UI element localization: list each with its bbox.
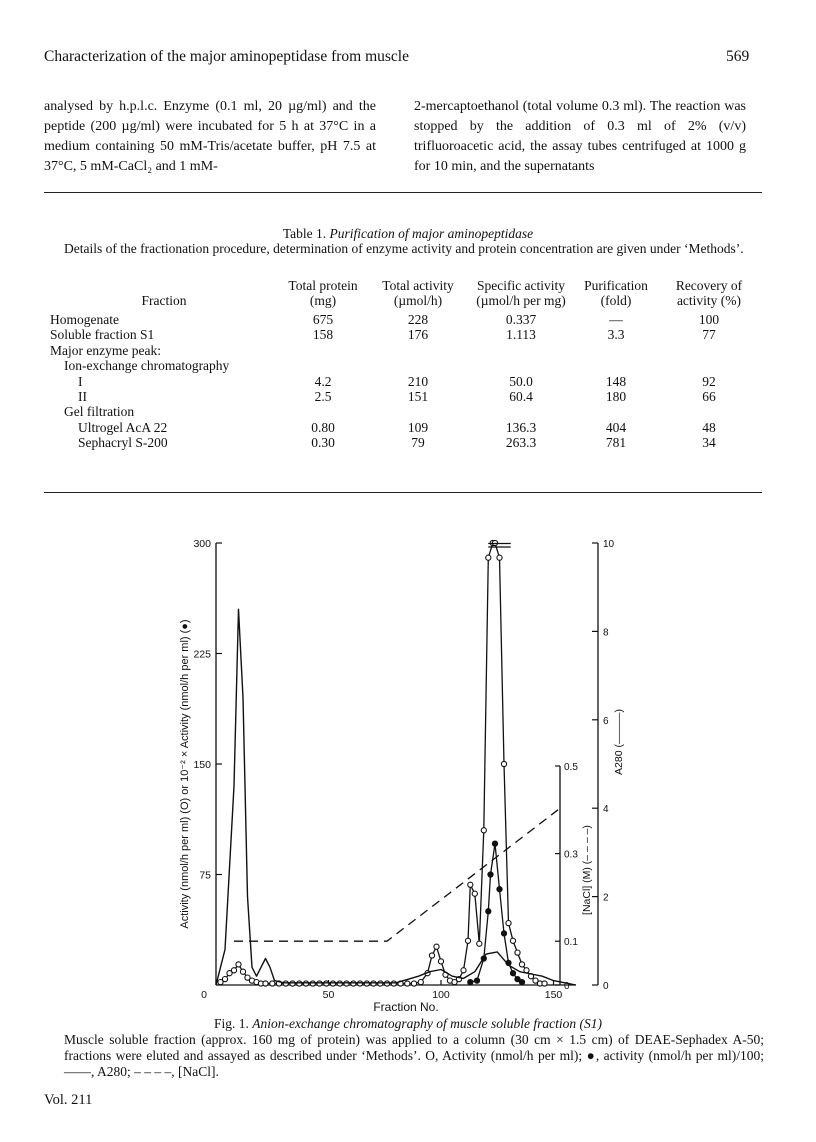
activity-open-point: [405, 981, 410, 986]
table-header-line: Specific activity: [476, 278, 566, 293]
table-cell: 109: [407, 419, 429, 435]
table-cell: 0.337: [505, 312, 537, 327]
activity-filled-point: [497, 887, 502, 892]
table-number: Table 1.: [282, 226, 327, 241]
table-row-label: Ultrogel AcA 22: [78, 419, 168, 435]
activity-filled-line: [470, 844, 522, 983]
table-cell: 180: [605, 389, 627, 405]
table-title: Purification of major aminopeptidase: [329, 226, 534, 241]
table-cell: 176: [407, 327, 429, 343]
table-row-label: Homogenate: [50, 312, 119, 327]
activity-open-point: [429, 953, 434, 958]
table-header-line: (µmol/h): [393, 293, 443, 308]
left-y-tick-label: 225: [193, 648, 211, 661]
table-header-line: Purification: [584, 278, 648, 293]
activity-filled-point: [486, 909, 491, 914]
activity-open-point: [542, 981, 547, 986]
a280-tick-label: 8: [603, 627, 609, 639]
table-note: Details of the fractionation procedure, determination of enzyme activity and protein concentration are given under ‘Methods’.: [64, 241, 744, 256]
nacl-tick-label: 0.5: [564, 762, 578, 773]
table-row-label: I: [78, 373, 83, 389]
activity-open-point: [411, 981, 416, 986]
nacl-tick-label: 0: [564, 981, 570, 992]
activity-filled-point: [510, 971, 515, 976]
activity-open-point: [501, 761, 506, 766]
left-y-axis-label: Activity (nmol/h per ml) (O) or 10⁻² × Activity (nmol/h per ml) (●): [179, 619, 191, 929]
table-cell: 79: [411, 435, 425, 451]
table-cell: —: [609, 312, 623, 327]
a280-axis-label: A280 (———): [613, 709, 625, 775]
left-y-tick-label: 150: [193, 759, 211, 771]
table-cell: 263.3: [505, 435, 537, 451]
figure-legend: Muscle soluble fraction (approx. 160 mg of protein) was applied to a column (30 cm × 1.5 cm) of DEAE-Sephadex A-50; fractions were eluted and assayed as described under ‘Methods’. O, Activity (nmol/h per ml); ●, activity (nmol/h per ml)/100; ——, A280; – – – –, [NaCl].: [64, 1032, 764, 1079]
figure-number: Fig. 1.: [214, 1016, 249, 1031]
nacl-tick-label: 0.3: [564, 849, 578, 861]
activity-open-point: [222, 977, 227, 982]
table-cell: 92: [702, 373, 716, 389]
activity-filled-point: [488, 872, 493, 877]
table-cell: 0.30: [311, 435, 335, 451]
table-row-label: Gel filtration: [64, 404, 135, 420]
activity-filled-point: [492, 841, 497, 846]
activity-open-point: [418, 980, 423, 985]
activity-open-point: [497, 555, 502, 560]
body-text-left-column: analysed by h.p.l.c. Enzyme (0.1 ml, 20 µg/ml) and the peptide (200 µg/ml) were incubated for 5 h at 37°C in a medium containing 50 mM-Tris/acetate buffer, pH 7.5 at 37°C, 5 mM-CaCl₂ and 1 mM-: [44, 99, 376, 174]
table-cell: 158: [312, 327, 334, 343]
x-axis-label: Fraction No.: [373, 1000, 439, 1014]
table-cell: 34: [702, 435, 716, 451]
table-cell: 404: [605, 419, 627, 435]
table-row-label: Ion-exchange chromatography: [64, 358, 230, 374]
table-header-line: Fraction: [141, 293, 187, 308]
activity-open-point: [481, 828, 486, 833]
table-cell: 100: [698, 312, 720, 327]
activity-filled-point: [474, 978, 479, 983]
table-row-label: Soluble fraction S1: [50, 327, 155, 343]
x-tick-label: 100: [432, 989, 450, 1001]
left-y-tick-label: 75: [199, 869, 211, 882]
a280-tick-label: 10: [603, 539, 615, 550]
table-cell: 0.80: [311, 419, 335, 435]
table-header-line: Recovery of: [675, 278, 743, 293]
table-cell: 60.4: [509, 389, 533, 405]
table-cell: 77: [702, 327, 716, 343]
activity-open-point: [519, 962, 524, 967]
activity-open-point: [438, 959, 443, 964]
activity-open-point: [263, 981, 268, 986]
table-cell: 148: [605, 373, 627, 389]
table-cell: 50.0: [509, 373, 533, 389]
a280-line: [216, 609, 576, 985]
activity-open-point: [231, 968, 236, 973]
activity-open-point: [434, 944, 439, 949]
activity-filled-point: [468, 980, 473, 985]
body-text-right-column: 2-mercaptoethanol (total volume 0.3 ml). The reaction was stopped by the addition of 0.3 ml of 2% (v/v) trifluoroacetic acid, the assay tubes centrifuged at 1000 g for 10 min, and the supernatants: [414, 99, 746, 174]
table-header-line: (mg): [309, 293, 337, 308]
table-cell: 4.2: [314, 373, 332, 389]
running-title: Characterization of the major aminopeptidase from muscle: [44, 48, 409, 65]
nacl-tick-label: 0.1: [564, 937, 578, 949]
table-header-line: (µmol/h per mg): [476, 293, 566, 308]
table-row-label: Major enzyme peak:: [50, 342, 161, 358]
left-y-tick-label: 300: [193, 538, 211, 550]
x-tick-label: 50: [322, 989, 335, 1001]
table-cell: 210: [407, 373, 429, 389]
nacl-axis-label: [NaCl] (M) (– – – –): [581, 825, 593, 915]
table-cell: 1.113: [506, 327, 536, 343]
activity-open-point: [270, 981, 275, 986]
table-row-label: II: [78, 389, 87, 405]
activity-open-point: [468, 882, 473, 887]
a280-tick-label: 4: [603, 804, 609, 816]
page-number: 569: [726, 48, 750, 65]
volume-footer: Vol. 211: [44, 1092, 93, 1108]
activity-open-point: [472, 891, 477, 896]
table-cell: 3.3: [607, 327, 625, 343]
table-cell: 781: [605, 435, 627, 451]
activity-filled-point: [519, 980, 524, 985]
table-row-label: Sephacryl S-200: [78, 435, 168, 451]
activity-open-point: [486, 555, 491, 560]
table-header-line: activity (%): [676, 293, 742, 308]
activity-filled-point: [501, 931, 506, 936]
activity-open-point: [461, 968, 466, 973]
table-header-line: Total protein: [288, 278, 358, 293]
activity-open-line: [221, 543, 545, 984]
x-tick-label: 150: [544, 989, 563, 1001]
table-cell: 48: [702, 419, 716, 435]
table-cell: 228: [407, 312, 429, 327]
table-cell: 2.5: [314, 389, 332, 405]
activity-open-point: [510, 938, 515, 943]
figure-title: Anion-exchange chromatography of muscle soluble fraction (S1): [252, 1016, 602, 1031]
activity-open-point: [465, 938, 470, 943]
activity-open-point: [236, 962, 241, 967]
table-header-line: (fold): [600, 293, 632, 308]
activity-open-point: [240, 969, 245, 974]
activity-open-point: [515, 950, 520, 955]
table-cell: 151: [407, 389, 429, 405]
table-cell: 136.3: [505, 419, 537, 435]
a280-tick-label: 0: [603, 981, 609, 992]
a280-tick-label: 6: [603, 715, 609, 727]
figure-caption: [0, 1016, 816, 1032]
table-cell: 66: [702, 389, 716, 405]
table-header-line: Total activity: [382, 278, 454, 293]
a280-tick-label: 2: [603, 892, 609, 904]
activity-open-point: [477, 941, 482, 946]
activity-open-point: [506, 921, 511, 926]
x-tick-label: 0: [201, 989, 207, 1001]
table-cell: 675: [312, 312, 334, 327]
